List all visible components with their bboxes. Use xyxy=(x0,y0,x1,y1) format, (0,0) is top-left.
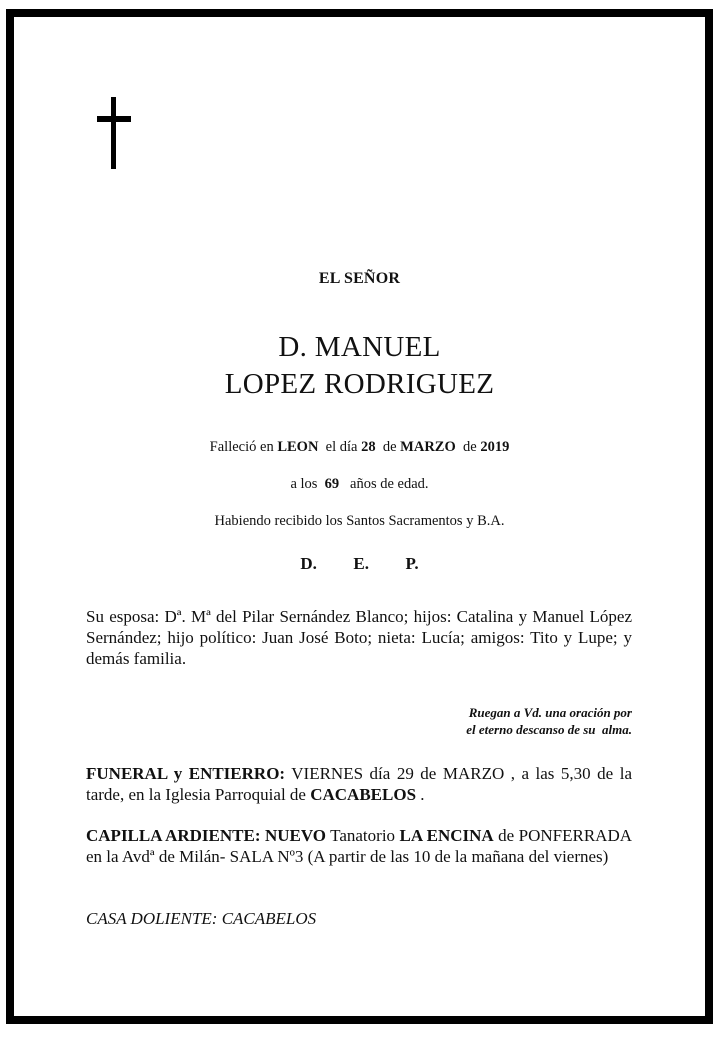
death-details xyxy=(14,439,705,456)
prayer-request xyxy=(314,704,632,738)
age-suffix: años de edad. xyxy=(339,476,429,492)
age-value: 69 xyxy=(324,476,340,492)
funeral-place: CACABELOS xyxy=(310,785,417,804)
prayer-line1: Ruegan a Vd. una oración por xyxy=(468,705,632,720)
death-year: 2019 xyxy=(480,439,510,455)
funeral-text: VIERNES día 29 de MARZO , a las 5,30 de la tarde, en la Iglesia Parroquial de xyxy=(86,764,632,804)
death-prefix: Falleció en xyxy=(209,439,278,455)
capilla-label: CAPILLA ARDIENTE: xyxy=(86,826,261,845)
death-day: 28 xyxy=(361,439,376,455)
death-month-prefix: de xyxy=(375,439,401,455)
document-border-frame xyxy=(6,9,713,1024)
dep-line: D. E. P. xyxy=(300,554,419,573)
death-year-prefix: de xyxy=(455,439,481,455)
capilla-name: LA ENCINA xyxy=(399,826,494,845)
casa-doliente: CASA DOLIENTE: CACABELOS xyxy=(86,909,317,928)
latin-cross-icon xyxy=(97,97,131,169)
death-place: LEON xyxy=(277,439,319,455)
deceased-name-line1: D. MANUEL xyxy=(278,331,441,363)
prayer-line2: el eterno descanso de su alma. xyxy=(466,722,632,737)
capilla-paragraph xyxy=(86,825,632,867)
deceased-name xyxy=(14,329,705,403)
family-paragraph: Su esposa: Dª. Mª del Pilar Sernández Blanco; hijos: Catalina y Manuel López Sernández; hijo político: Juan José Boto; nieta: Lucía; amigos: Tito y Lupe; y demás familia. xyxy=(86,607,632,668)
cross-vertical-bar xyxy=(111,97,116,169)
honorific-title: EL SEÑOR xyxy=(318,270,401,287)
sacraments-line: Habiendo recibido los Santos Sacramentos y B.A. xyxy=(214,513,505,529)
capilla-nuevo: NUEVO xyxy=(264,826,326,845)
cross-horizontal-bar xyxy=(97,116,131,122)
death-month: MARZO xyxy=(400,439,456,455)
age-prefix: a los xyxy=(290,476,325,492)
funeral-label: FUNERAL y ENTIERRO: xyxy=(86,764,286,783)
funeral-end: . xyxy=(416,785,425,804)
funeral-paragraph xyxy=(86,763,632,805)
capilla-text: de PONFERRADA en la Avdª de Milán- SALA Nº3 (A partir de las 10 de la mañana del viernes) xyxy=(86,826,633,866)
capilla-tanatorio: Tanatorio xyxy=(326,826,400,845)
age-line xyxy=(14,476,705,493)
death-day-prefix: el día xyxy=(318,439,362,455)
deceased-name-line2: LOPEZ RODRIGUEZ xyxy=(224,368,495,400)
